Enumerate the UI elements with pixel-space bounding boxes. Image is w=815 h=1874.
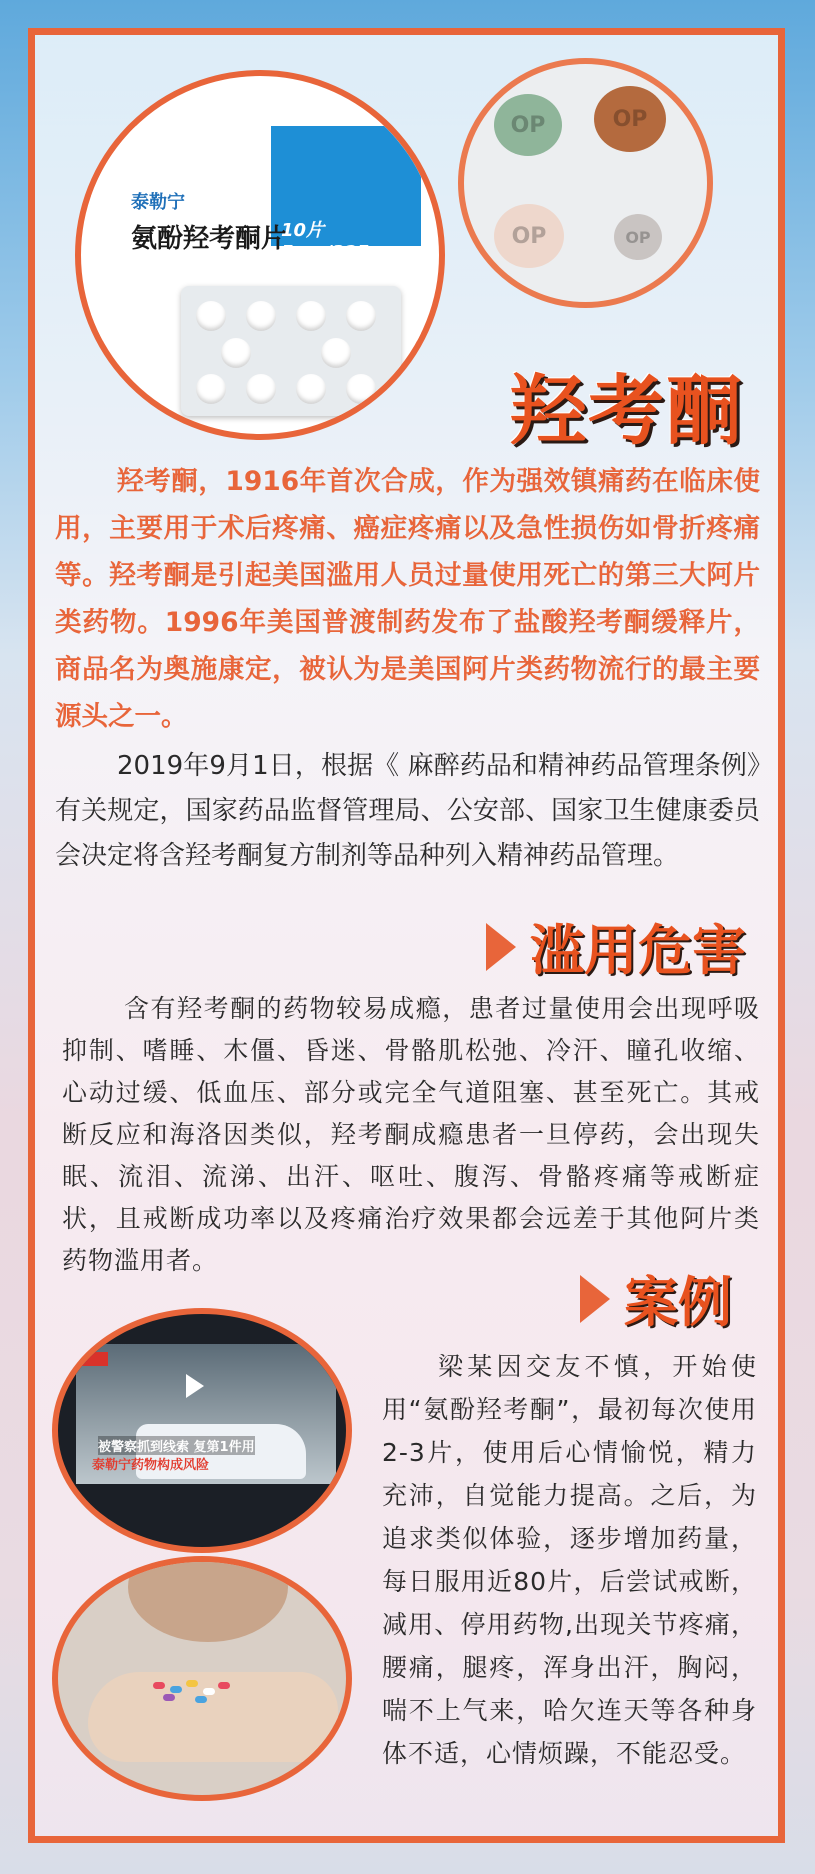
regulation-paragraph: 2019年9月1日，根据《 麻醉药品和精神药品管理条例》有关规定，国家药品监督管理局、公安部、国家卫生健康委员会决定将含羟考酮复方制剂等品种列入精神药品管理。: [55, 751, 760, 871]
person-head: [128, 1556, 288, 1642]
case-paragraph: 梁某因交友不慎，开始使用“氨酚羟考酮”，最初每次使用2-3片，使用后心情愉悦，精力充沛，自觉能力提高。之后，为追求类似体验，逐步增加药量，每日服用近80片，后尝试戒断，减用、停用药物,出现关节疼痛，腰痛，腿疼，浑身出汗，胸闷，喘不上气来，哈欠连天等各种身体不适，心情烦躁，不能忍受。: [382, 1352, 757, 1768]
drug-product-name: 氨酚羟考酮片: [131, 224, 288, 254]
harm-paragraph: 含有羟考酮的药物较易成瘾，患者过量使用会出现呼吸抑制、嗜睡、木僵、昏迷、骨骼肌松弛、冷汗、瞳孔收缩、心动过缓、低血压、部分或完全气道阻塞、甚至死亡。其戒断反应和海洛因类似，羟考酮成瘾患者一旦停药，会出现失眠、流泪、流涕、出汗、呕吐、腹泻、骨骼疼痛等戒断症状，且戒断成功率以及疼痛治疗效果都会远差于其他阿片类药物滥用者。: [62, 994, 760, 1275]
drug-box-image: [75, 70, 445, 440]
drug-dose: 10片 5mg/325mg: [281, 220, 401, 263]
hand-pills-image: [52, 1556, 352, 1801]
intro-paragraph: 羟考酮，1916年首次合成，作为强效镇痛药在临床使用，主要用于术后疼痛、癌症疼痛以及急性损伤如骨折疼痛等。羟考酮是引起美国滥用人员过量使用死亡的第三大阿片类药物。1996年美国普渡制药发布了盐酸羟考酮缓释片，商品名为奥施康定，被认为是美国阿片类药物流行的最主要源头之一。: [55, 466, 760, 732]
tv-logo: [80, 1352, 108, 1366]
page-title: 羟考酮: [510, 366, 744, 455]
pill-grey: OP: [614, 214, 662, 260]
section-case-heading: [580, 1260, 732, 1337]
video-caption-red: 泰勒宁药物构成风险: [92, 1458, 210, 1473]
pill-brown: OP: [594, 86, 666, 152]
section-case-title: 案例: [624, 1271, 732, 1334]
section-harm-heading: [486, 908, 746, 985]
news-video-thumbnail[interactable]: [52, 1308, 352, 1553]
drug-brand: 泰勒宁: [131, 192, 185, 213]
play-icon[interactable]: [186, 1374, 204, 1398]
pill-pink: OP: [494, 204, 564, 268]
pill-green: OP: [494, 94, 562, 156]
pills-image: [458, 58, 713, 308]
hand: [88, 1672, 338, 1762]
triangle-icon: [580, 1275, 610, 1323]
triangle-icon: [486, 923, 516, 971]
blister-pack: [181, 286, 401, 416]
section-harm-title: 滥用危害: [530, 919, 746, 982]
video-caption: 被警察抓到线索 复第1件用: [98, 1436, 255, 1455]
